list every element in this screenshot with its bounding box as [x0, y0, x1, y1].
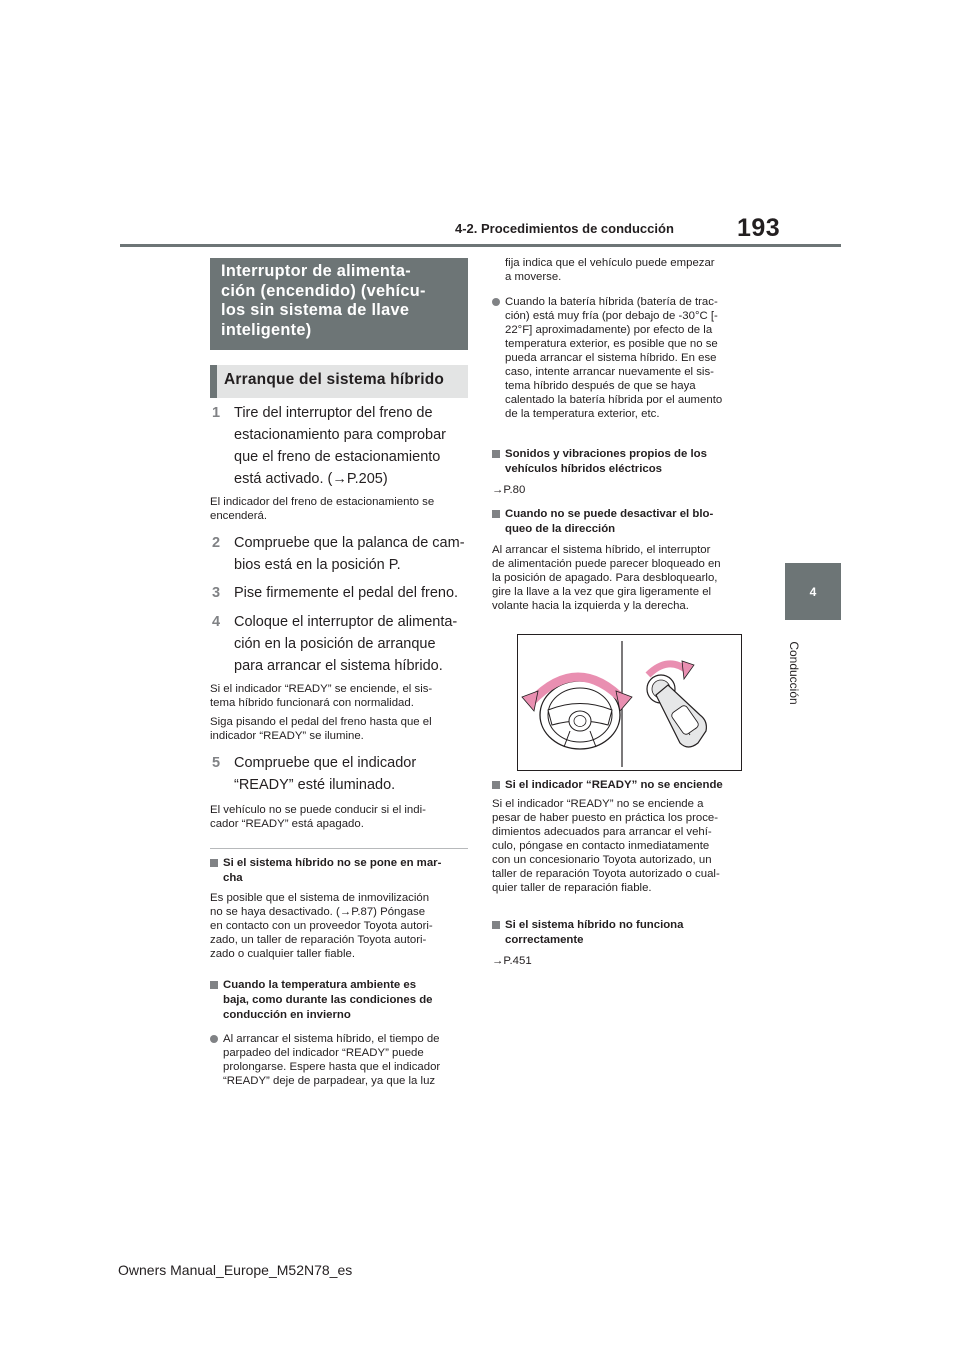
para-line: Cuando la batería híbrida (batería de trac-: [505, 296, 718, 308]
reference-sounds[interactable]: →P.80: [492, 484, 526, 496]
para-line: a moverse.: [505, 271, 562, 283]
step-line: ción en la posición de arranque: [234, 636, 436, 652]
step-1: [212, 402, 474, 490]
step-text: [234, 402, 474, 490]
para-line: ción) está muy fría (por debajo de -30°C [-: [505, 310, 718, 322]
note-line: Si el indicador “READY” se enciende, el sis-: [210, 683, 433, 695]
heading-line: Cuando no se puede desactivar el blo-: [505, 508, 714, 520]
heading-line: Interruptor de alimenta-: [221, 262, 411, 280]
heading-ready: [492, 778, 754, 793]
section-heading-box: [210, 258, 468, 350]
heading-line: queo de la dirección: [505, 523, 616, 535]
note-step-1: [210, 495, 472, 523]
square-bullet-icon: [210, 859, 218, 867]
step-line: bios está en la posición P.: [234, 557, 401, 573]
separator: [210, 848, 468, 849]
para-line: prolongarse. Espere hasta que el indicador: [223, 1061, 441, 1073]
chapter-label-wrap: [787, 628, 801, 718]
heading-line: baja, como durante las condiciones de: [223, 994, 433, 1006]
step-text: [234, 532, 474, 576]
step-number: 3: [212, 585, 221, 601]
note-line: cador “READY” está apagado.: [210, 818, 364, 830]
step-text: [234, 611, 474, 677]
paragraph-ready: [492, 797, 754, 895]
heading-system-fail: [492, 918, 754, 948]
para-line: Al arrancar el sistema híbrido, el tiempo de: [223, 1033, 440, 1045]
step-number: 2: [212, 535, 221, 551]
para-line: pesar de haber puesto en práctica los proce-: [492, 812, 719, 824]
chapter-number: 4: [809, 584, 817, 599]
steering-key-illustration: [517, 634, 742, 771]
step-line: estacionamiento para comprobar: [234, 427, 446, 443]
para-line: volante hacia la izquierda y la derecha.: [492, 600, 689, 612]
illustration-svg: [518, 635, 741, 770]
paragraph-steering-lock: [492, 543, 754, 613]
heading-line: los sin sistema de llave: [221, 301, 410, 319]
para-line: pueda arrancar el sistema híbrido. En ese: [505, 352, 717, 364]
step-line: Compruebe que el indicador: [234, 755, 417, 771]
para-line: Si el indicador “READY” no se enciende a: [492, 798, 704, 810]
note-line: El indicador del freno de estacionamiento se: [210, 496, 435, 508]
para-line: zado, un taller de reparación Toyota autori-: [210, 934, 427, 946]
heading-cold: [210, 978, 472, 1023]
chapter-label: Conducción: [787, 641, 801, 705]
heading-line: Si el sistema híbrido no funciona: [505, 919, 684, 931]
heading-line: Sonidos y vibraciones propios de los: [505, 448, 707, 460]
para-line: culo, póngase en contacto inmediatamente: [492, 840, 710, 852]
para-line: temperatura exterior, es posible que no se: [505, 338, 718, 350]
para-line: taller de reparación Toyota autorizado o cual-: [492, 868, 720, 880]
para-line: 22°F] aproximadamente) por efecto de la: [505, 324, 713, 336]
note-line: tema híbrido funcionará con normalidad.: [210, 697, 414, 709]
para-line: de la temperatura exterior, etc.: [505, 408, 660, 420]
para-line: Al arrancar el sistema híbrido, el interruptor: [492, 544, 711, 556]
step-5: [212, 752, 474, 796]
square-bullet-icon: [492, 510, 500, 518]
paragraph-cold-continued: [505, 256, 755, 284]
paragraph-cold: [210, 1032, 472, 1088]
para-line: caso, intente arrancar nuevamente el sis-: [505, 366, 714, 378]
note-line: El vehículo no se puede conducir si el indi-: [210, 804, 426, 816]
para-line: con un concesionario Toyota autorizado, un: [492, 854, 712, 866]
chapter-tab: [785, 563, 841, 620]
para-line: parpadeo del indicador “READY” puede: [223, 1047, 424, 1059]
header-rule: [120, 244, 841, 247]
square-bullet-icon: [210, 981, 218, 989]
para-line: gire la llave a la vez que gira ligeramente el: [492, 586, 712, 598]
round-bullet-icon: [210, 1035, 218, 1043]
section-title: 4-2. Procedimientos de conducción: [455, 221, 674, 236]
step-line: está activado. (→P.205): [234, 471, 388, 487]
page-number: 193: [737, 214, 781, 242]
step-text: [234, 752, 474, 796]
note-line: encenderá.: [210, 510, 267, 522]
para-line: la posición de apagado. Para desbloquearlo,: [492, 572, 718, 584]
subheading-box: [210, 365, 468, 398]
note-step-4a: [210, 682, 472, 710]
para-line: de alimentación puede parecer bloqueado en: [492, 558, 721, 570]
heading-line: vehículos híbridos eléctricos: [505, 463, 662, 475]
heading-line: ción (encendido) (vehícu-: [221, 281, 426, 300]
square-bullet-icon: [492, 450, 500, 458]
step-text: [234, 582, 474, 604]
step-line: Coloque el interruptor de alimenta-: [234, 614, 458, 630]
heading-line: conducción en invierno: [223, 1009, 351, 1021]
note-step-5: [210, 803, 472, 831]
step-3: [212, 582, 474, 604]
para-line: quier taller de reparación fiable.: [492, 882, 652, 894]
heading-line: inteligente): [221, 320, 312, 339]
note-step-4b: [210, 715, 472, 743]
heading-sounds: [492, 447, 754, 477]
para-line: en contacto con un proveedor Toyota autori-: [210, 920, 433, 932]
heading-line: Cuando la temperatura ambiente es: [223, 979, 417, 991]
reference-system-fail[interactable]: →P.451: [492, 955, 532, 967]
heading-line: correctamente: [505, 934, 584, 946]
heading-no-start: [210, 856, 472, 886]
para-line: no se haya desactivado. (→P.87) Póngase: [210, 906, 426, 918]
step-number: 5: [212, 755, 221, 771]
step-line: “READY” esté iluminado.: [234, 777, 396, 793]
square-bullet-icon: [492, 921, 500, 929]
heading-line: Si el sistema híbrido no se pone en mar-: [223, 857, 442, 869]
step-number: 1: [212, 405, 221, 421]
note-line: Siga pisando el pedal del freno hasta que el: [210, 716, 432, 728]
para-line: zado o cualquier taller fiable.: [210, 948, 356, 960]
heading-steering-lock: [492, 507, 754, 537]
paragraph-battery: [492, 295, 754, 421]
step-line: que el freno de estacionamiento: [234, 449, 441, 465]
step-line: Pise firmemente el pedal del freno.: [234, 585, 459, 601]
note-line: indicador “READY” se ilumine.: [210, 730, 364, 742]
round-bullet-icon: [492, 298, 500, 306]
square-bullet-icon: [492, 781, 500, 789]
para-line: “READY” deje de parpadear, ya que la luz: [223, 1075, 436, 1087]
para-line: tema híbrido después de que se haya: [505, 380, 696, 392]
para-line: dimientos adecuados para arrancar el vehí-: [492, 826, 712, 838]
step-2: [212, 532, 474, 576]
step-number: 4: [212, 614, 221, 630]
heading-line: cha: [223, 872, 243, 884]
step-line: Compruebe que la palanca de cam-: [234, 535, 465, 551]
subheading-bar: [210, 365, 217, 398]
para-line: Es posible que el sistema de inmovilización: [210, 892, 430, 904]
step-line: Tire del interruptor del freno de: [234, 405, 433, 421]
paragraph-no-start: [210, 891, 472, 961]
subheading-text: Arranque del sistema híbrido: [224, 371, 445, 388]
ignition-key-icon: [647, 675, 706, 747]
para-line: fija indica que el vehículo puede empezar: [505, 257, 715, 269]
heading-line: Si el indicador “READY” no se enciende: [505, 779, 723, 791]
footer-text: Owners Manual_Europe_M52N78_es: [118, 1262, 353, 1278]
step-line: para arrancar el sistema híbrido.: [234, 658, 443, 674]
para-line: calentado la batería híbrida por el aumento: [505, 394, 723, 406]
step-4: [212, 611, 474, 677]
